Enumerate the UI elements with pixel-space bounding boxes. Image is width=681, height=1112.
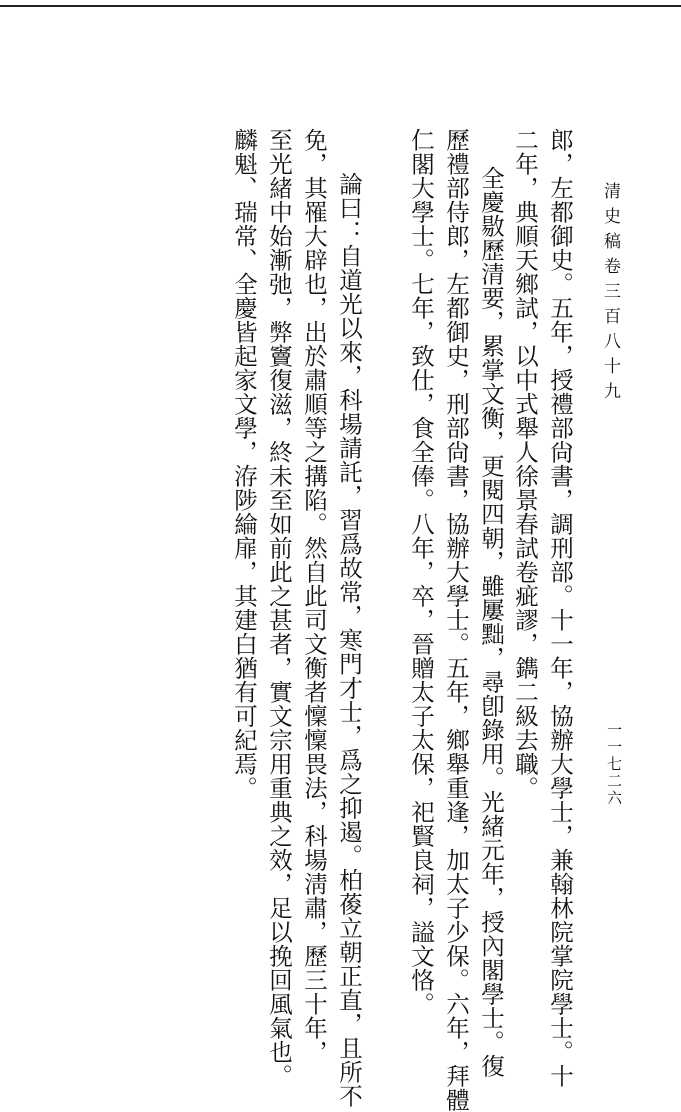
page-number: 一一七二六 [605, 722, 623, 807]
text-column: 仁閣大學士。七年，致仕，食全俸。八年，卒，晉贈太子太保，祀賢良祠，謚文恪。 [407, 128, 435, 1016]
text-column: 全慶敭歷清要，累掌文衡，更閱四朝，雖屢黜，尋卽錄用。光緒元年，授內閣學士。復 [477, 166, 505, 1078]
text-column: 二年，典順天鄉試，以中式舉人徐景春試卷疵謬，鐫二級去職。 [511, 128, 539, 800]
text-column: 至光緒中始漸弛，弊竇復滋，終未至如前此之甚者，實文宗用重典之效，足以挽回風氣也。 [265, 128, 293, 1088]
text-column: 歷禮部侍郎，左都御史，刑部尙書，協辦大學士。五年，鄉舉重逢，加太子少保。六年，拜體 [442, 128, 470, 1112]
top-page-rule [0, 5, 681, 7]
text-column: 麟魁、瑞常、全慶皆起家文學，洊陟綸扉，其建白猶有可紀焉。 [230, 128, 258, 800]
text-column: 免，其罹大辟也，出於肅順等之搆陷。然自此司文衡者懍懍畏法，科場淸肅，歷三十年， [300, 128, 328, 1064]
running-title: 清史稿卷三百八十九 [600, 182, 620, 407]
text-column: 論曰：自道光以來，科場請託，習爲故常，寒門才士，爲之抑遏。柏葰立朝正直，且所不 [335, 172, 363, 1108]
text-column: 郎，左都御史。五年，授禮部尙書，調刑部。十一年，協辦大學士，兼翰林院掌院學士。十 [546, 128, 574, 1088]
